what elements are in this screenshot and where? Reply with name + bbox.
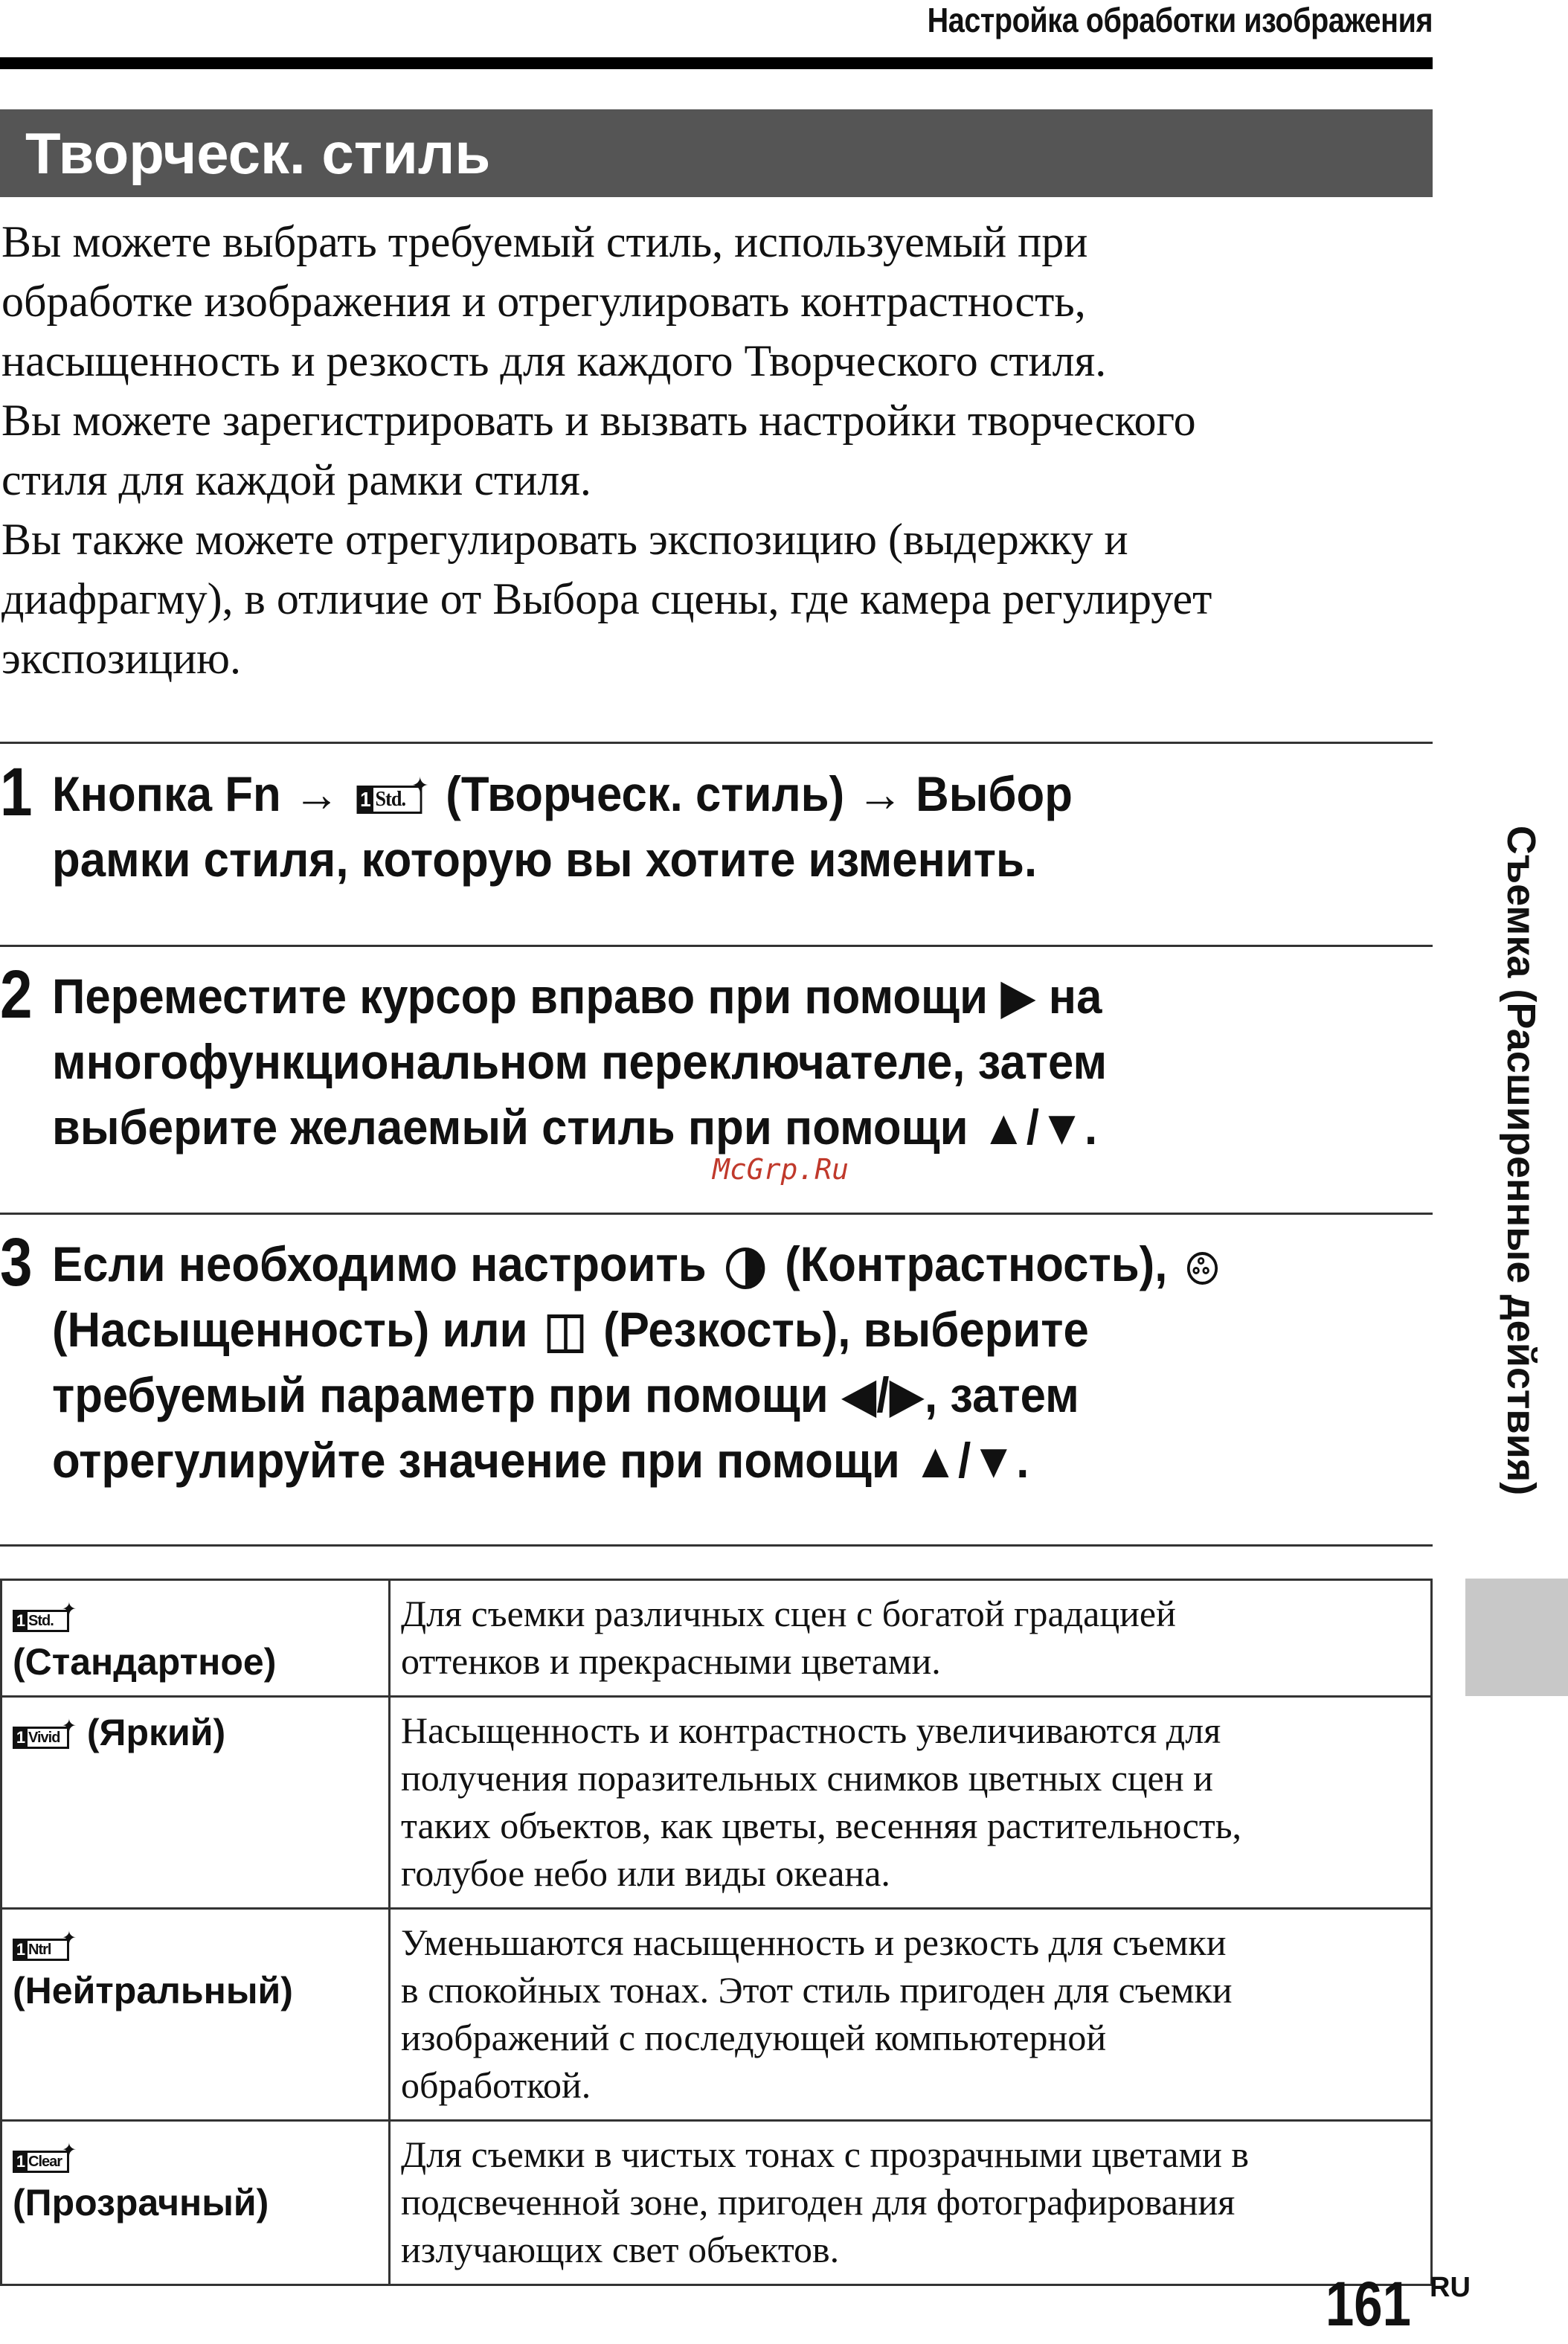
style-name-cell bbox=[1, 1909, 390, 2121]
intro-line: обработке изображения и отрегулировать контрастность, bbox=[1, 277, 1086, 326]
description-line: обработкой. bbox=[401, 2064, 591, 2106]
chapter-side-label bbox=[1501, 774, 1546, 1547]
step-instruction bbox=[52, 963, 1339, 1160]
step-text-line: требуемый параметр при помощи ◀/▶, затем bbox=[52, 1367, 1079, 1422]
contrast-icon bbox=[726, 1248, 765, 1289]
header-rule bbox=[0, 57, 1433, 69]
page-number: 161 bbox=[1326, 2269, 1411, 2339]
style-description-cell bbox=[390, 2121, 1432, 2285]
step-text-line: выберите желаемый стиль при помощи ▲/▼. bbox=[52, 1099, 1098, 1155]
table-row bbox=[1, 2121, 1432, 2285]
intro-paragraph bbox=[1, 212, 1430, 391]
chapter-side-label-text: Съемка (Расширенные действия) bbox=[1499, 825, 1543, 1496]
description-line: получения поразительных снимков цветных сцен и bbox=[401, 1757, 1213, 1799]
intro-line: насыщенность и резкость для каждого Творческого стиля. bbox=[1, 336, 1107, 385]
step-number: 1 bbox=[0, 754, 33, 830]
style-description-cell bbox=[390, 1909, 1432, 2121]
section-title: Творческ. стиль bbox=[25, 121, 491, 186]
watermark: McGrp.Ru bbox=[713, 1153, 849, 1186]
description-line: голубое небо или виды океана. bbox=[401, 1852, 890, 1894]
intro-line: стиля для каждой рамки стиля. bbox=[1, 455, 591, 504]
step-number: 2 bbox=[0, 957, 33, 1033]
step-text-line: Переместите курсор вправо при помощи ▶ на bbox=[52, 969, 1102, 1024]
style-name-cell bbox=[1, 1580, 390, 1697]
step-text-line: многофункциональном переключателе, затем bbox=[52, 1034, 1108, 1089]
step-text-part: Если необходимо настроить bbox=[52, 1236, 707, 1291]
section-title-bar bbox=[0, 109, 1433, 197]
style-neutral-icon: 1 Ntrl ✦ bbox=[13, 1931, 77, 1964]
style-name-cell bbox=[1, 2121, 390, 2285]
table-row bbox=[1, 1909, 1432, 2121]
description-line: в спокойных тонах. Этот стиль пригоден для съемки bbox=[401, 1969, 1233, 2011]
step-text-part: Кнопка Fn → bbox=[52, 766, 340, 821]
description-line: Уменьшаются насыщенность и резкость для съемки bbox=[401, 1921, 1227, 1963]
step-instruction bbox=[52, 761, 1339, 892]
style-vivid-icon: 1 Vivid ✦ bbox=[13, 1719, 77, 1752]
step-text-part: (Творческ. стиль) → Выбор bbox=[446, 766, 1073, 821]
running-head: Настройка обработки изображения bbox=[927, 1, 1433, 39]
step-text-line: рамки стиля, которую вы хотите изменить. bbox=[52, 832, 1038, 887]
intro-line: диафрагму), в отличие от Выбора сцены, где камера регулирует bbox=[1, 574, 1212, 623]
style-std-icon: 1 Std. ✦ bbox=[13, 1602, 77, 1635]
description-line: Насыщенность и контрастность увеличиваются для bbox=[401, 1709, 1221, 1751]
step-text-part: (Резкость), выберите bbox=[603, 1302, 1089, 1357]
style-description-cell bbox=[390, 1580, 1432, 1697]
intro-line: экспозицию. bbox=[1, 634, 242, 683]
step-divider bbox=[0, 1213, 1433, 1215]
style-name: (Яркий) bbox=[86, 1712, 226, 1753]
intro-line: Вы также можете отрегулировать экспозицию (выдержку и bbox=[1, 515, 1128, 564]
step-text-part: (Насыщенность) или bbox=[52, 1302, 528, 1357]
step-text-line: отрегулируйте значение при помощи ▲/▼. bbox=[52, 1433, 1029, 1488]
step-instruction bbox=[52, 1231, 1339, 1493]
step-number: 3 bbox=[0, 1224, 33, 1300]
saturation-icon bbox=[1187, 1252, 1218, 1285]
creative-styles-table bbox=[0, 1579, 1433, 2286]
description-line: Для съемки различных сцен с богатой градацией bbox=[401, 1593, 1176, 1634]
page-language: RU bbox=[1430, 2272, 1471, 2303]
intro-paragraph bbox=[1, 391, 1430, 510]
description-line: таких объектов, как цветы, весенняя растительность, bbox=[401, 1805, 1242, 1846]
table-row bbox=[1, 1580, 1432, 1697]
style-name: (Нейтральный) bbox=[13, 1970, 293, 2011]
style-name-cell bbox=[1, 1697, 390, 1909]
style-clear-icon: 1 Clear ✦ bbox=[13, 2143, 77, 2176]
step-text-part: (Контрастность), bbox=[785, 1236, 1168, 1291]
table-row bbox=[1, 1697, 1432, 1909]
description-line: Для съемки в чистых тонах с прозрачными цветами в bbox=[401, 2133, 1249, 2175]
description-line: изображений с последующей компьютерной bbox=[401, 2017, 1107, 2058]
intro-text bbox=[1, 212, 1430, 688]
intro-line: Вы можете выбрать требуемый стиль, используемый при bbox=[1, 217, 1088, 266]
style-description-cell bbox=[390, 1697, 1432, 1909]
description-line: излучающих свет объектов. bbox=[401, 2229, 840, 2270]
sharpness-icon bbox=[547, 1314, 584, 1353]
step-divider bbox=[0, 945, 1433, 947]
description-line: оттенков и прекрасными цветами. bbox=[401, 1640, 941, 1682]
chapter-tab-marker bbox=[1465, 1579, 1568, 1696]
intro-line: Вы можете зарегистрировать и вызвать настройки творческого bbox=[1, 396, 1196, 445]
intro-paragraph bbox=[1, 510, 1430, 688]
style-name: (Прозрачный) bbox=[13, 2182, 269, 2223]
description-line: подсвеченной зоне, пригоден для фотографирования bbox=[401, 2181, 1236, 2223]
step-divider bbox=[0, 742, 1433, 744]
creative-style-std-icon: 1 Std. ✦ bbox=[356, 780, 428, 817]
style-name: (Стандартное) bbox=[13, 1641, 277, 1683]
step-divider bbox=[0, 1544, 1433, 1547]
